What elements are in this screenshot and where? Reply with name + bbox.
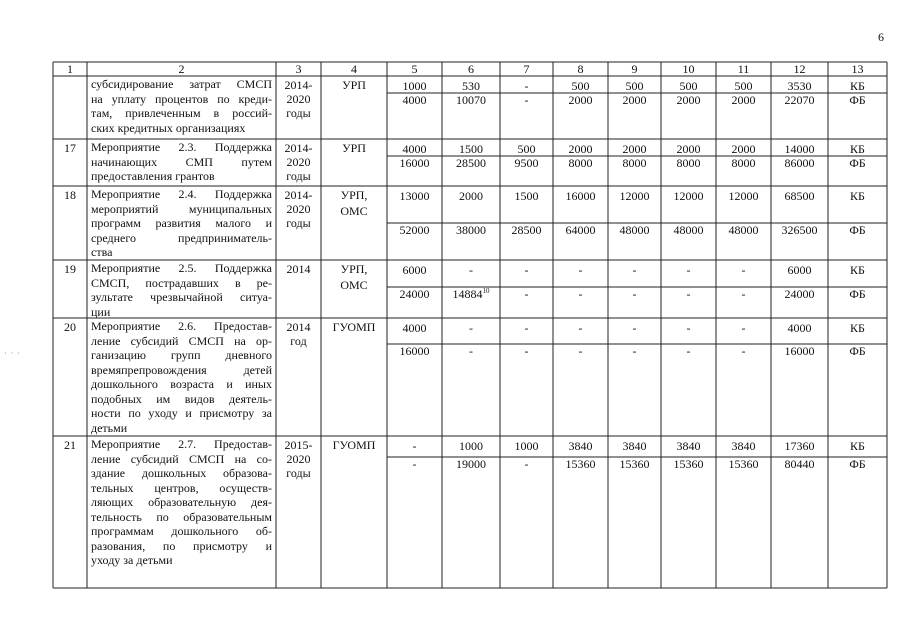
description-line: тельных центров, осуществ- — [91, 480, 272, 495]
activity-description — [91, 77, 272, 135]
funding-value: - — [524, 321, 529, 335]
funding-value: - — [686, 344, 691, 358]
activity-description — [91, 261, 272, 319]
description-line: Мероприятие 2.6. Предостав- — [91, 319, 272, 333]
funding-value: - — [578, 263, 583, 277]
funding-value: 500 — [734, 79, 753, 93]
row-number: 21 — [64, 438, 76, 452]
funding-value: - — [524, 457, 529, 471]
funding-value: 2000 — [568, 93, 593, 107]
description-line: детьми — [91, 420, 128, 435]
period-text: 2020 — [286, 92, 311, 106]
funding-value: 17360 — [784, 439, 815, 453]
funding-value: 500 — [625, 79, 644, 93]
description-line: программ развития малого и — [91, 216, 272, 230]
column-header: 7 — [523, 62, 530, 76]
executor-text: УРП, — [340, 188, 368, 202]
period-text: 2014- — [284, 141, 313, 155]
executor-text: ОМС — [340, 204, 368, 218]
funding-value: 14884$^{10}$ — [452, 287, 490, 301]
funding-value: 3530 — [787, 79, 812, 93]
funding-value: 48000 — [673, 223, 704, 237]
funding-value: - — [524, 287, 529, 301]
funding-value: 8000 — [731, 156, 756, 170]
funding-source: КБ — [850, 189, 865, 203]
funding-source: КБ — [850, 321, 865, 335]
funding-source: КБ — [850, 142, 865, 156]
funding-value: - — [469, 263, 473, 277]
funding-value: 14000 — [784, 142, 815, 156]
funding-value: 16000 — [399, 344, 430, 358]
period-text: год — [290, 334, 307, 348]
column-header: 12 — [793, 62, 806, 76]
funding-value: 12000 — [728, 189, 759, 203]
funding-value: - — [632, 344, 637, 358]
funding-source: ФБ — [849, 457, 866, 471]
period-text: 2014 — [286, 262, 311, 276]
funding-value: 24000 — [784, 287, 815, 301]
funding-value: 326500 — [781, 223, 818, 237]
funding-value: 1000 — [402, 79, 427, 93]
column-header: 11 — [737, 62, 750, 76]
description-line: ности по уходу и присмотру за — [91, 406, 272, 420]
description-line: подобных им видов деятель- — [91, 391, 272, 406]
description-line: программам дошкольного об- — [91, 524, 272, 538]
period-text: 2020 — [286, 202, 311, 216]
row-number: 20 — [64, 320, 76, 334]
description-line: времяпрепровождения детей — [91, 362, 272, 377]
funding-value: 6000 — [787, 263, 812, 277]
funding-value: - — [524, 344, 529, 358]
description-line: ление субсидий СМСП на ор- — [91, 333, 272, 348]
funding-value: 4000 — [402, 93, 427, 107]
description-line: тельность по образовательным — [91, 509, 272, 524]
funding-value: 64000 — [565, 223, 596, 237]
funding-value: 68500 — [784, 189, 815, 203]
funding-value: 52000 — [399, 223, 430, 237]
period-text: 2015- — [284, 438, 313, 452]
executor-text: ГУОМП — [332, 320, 376, 334]
funding-value: 2000 — [622, 142, 647, 156]
funding-value: 16000 — [784, 344, 815, 358]
funding-value: 15360 — [673, 457, 704, 471]
period-text: годы — [286, 106, 311, 120]
funding-value: - — [632, 321, 637, 335]
funding-value: 48000 — [619, 223, 650, 237]
column-header: 2 — [178, 62, 185, 76]
funding-value: 19000 — [456, 457, 486, 471]
funding-source: ФБ — [849, 287, 866, 301]
funding-value: 6000 — [402, 263, 427, 277]
funding-value: - — [741, 321, 746, 335]
funding-value: - — [524, 79, 529, 93]
page-number: 6 — [878, 30, 884, 44]
funding-value: 86000 — [784, 156, 815, 170]
funding-value: - — [578, 321, 583, 335]
funding-value: 9500 — [514, 156, 539, 170]
funding-value: 3840 — [568, 439, 593, 453]
period-text: 2014- — [284, 78, 313, 92]
funding-value: 3840 — [731, 439, 756, 453]
footnote-mark: 10 — [482, 287, 490, 295]
funding-value: - — [578, 344, 583, 358]
description-line: Мероприятие 2.7. Предостав- — [91, 437, 272, 451]
funding-value: - — [412, 457, 417, 471]
funding-value: 22070 — [784, 93, 815, 107]
funding-value: - — [524, 93, 529, 107]
funding-value: 15360 — [565, 457, 596, 471]
funding-value: - — [469, 344, 473, 358]
column-header: 3 — [295, 62, 302, 76]
executor-text: УРП, — [340, 262, 368, 276]
funding-value: 8000 — [622, 156, 647, 170]
description-line: ганизацию групп дневного — [91, 348, 272, 362]
description-line: предоставления грантов — [91, 169, 215, 183]
funding-value: 2000 — [676, 93, 701, 107]
funding-source: ФБ — [849, 223, 866, 237]
column-header: 6 — [468, 62, 474, 76]
column-header: 10 — [682, 62, 695, 76]
funding-source: ФБ — [849, 93, 866, 107]
funding-value: 15360 — [728, 457, 759, 471]
column-header: 13 — [851, 62, 864, 76]
funding-value: - — [741, 287, 746, 301]
activity-description — [91, 140, 272, 184]
funding-value: - — [686, 321, 691, 335]
funding-value: 10070 — [456, 93, 486, 107]
funding-value: 28500 — [456, 156, 486, 170]
period-text: 2020 — [286, 155, 311, 169]
column-header: 9 — [631, 62, 638, 76]
description-line: ление субсидий СМСП на со- — [91, 451, 272, 466]
funding-value: - — [741, 263, 746, 277]
funding-value: 3840 — [676, 439, 701, 453]
executor-text: УРП — [342, 141, 366, 155]
description-line: на уплату процентов по креди- — [91, 91, 272, 106]
funding-value: 4000 — [402, 321, 427, 335]
period-text: годы — [286, 216, 311, 230]
description-line: здание дошкольных образова- — [91, 466, 272, 480]
activity-description — [91, 437, 272, 568]
funding-value: 1000 — [459, 439, 483, 453]
scan-artifact-left: · · · — [4, 349, 21, 358]
funding-source: КБ — [850, 263, 865, 277]
funding-value: 28500 — [511, 223, 542, 237]
funding-value: 500 — [517, 142, 536, 156]
description-line: СМСП, пострадавших в ре- — [91, 275, 272, 290]
column-header: 1 — [67, 62, 73, 76]
funding-value: - — [412, 439, 417, 453]
funding-value: - — [632, 287, 637, 301]
executor-text: УРП — [342, 78, 366, 92]
funding-value: - — [686, 263, 691, 277]
description-line: уходу за детьми — [91, 553, 173, 567]
description-line: среднего предприниматель- — [91, 230, 272, 245]
funding-value: 4000 — [787, 321, 812, 335]
funding-value: 2000 — [676, 142, 701, 156]
activity-description — [91, 319, 272, 435]
column-header: 5 — [411, 62, 418, 76]
row-number: 19 — [64, 262, 76, 276]
funding-source: КБ — [850, 79, 865, 93]
description-line: субсидирование затрат СМСП — [91, 77, 272, 91]
executor-text: ГУОМП — [332, 438, 376, 452]
description-line: мероприятий муниципальных — [91, 201, 272, 216]
funding-value: 38000 — [456, 223, 486, 237]
period-text: 2014 — [286, 320, 311, 334]
funding-value: 1500 — [514, 189, 539, 203]
funding-source: ФБ — [849, 156, 866, 170]
funding-source: КБ — [850, 439, 865, 453]
funding-value: 2000 — [731, 142, 756, 156]
funding-value: 80440 — [784, 457, 815, 471]
column-header: 8 — [577, 62, 584, 76]
funding-value: 16000 — [399, 156, 430, 170]
funding-value: 4000 — [402, 142, 427, 156]
description-line: ции — [91, 304, 111, 319]
funding-source: ФБ — [849, 344, 866, 358]
description-line: ства — [91, 245, 113, 259]
description-line: Мероприятие 2.5. Поддержка — [91, 261, 272, 275]
description-line: дошкольного возраста и иных — [91, 377, 272, 391]
description-line: разования, по присмотру и — [91, 538, 272, 553]
funding-value: 3840 — [622, 439, 647, 453]
funding-value: 8000 — [568, 156, 593, 170]
funding-value: 8000 — [676, 156, 701, 170]
funding-value: - — [524, 263, 529, 277]
funding-value: 1000 — [514, 439, 539, 453]
column-header: 4 — [351, 62, 357, 76]
funding-value: - — [469, 321, 473, 335]
funding-value: - — [578, 287, 583, 301]
funding-value: - — [632, 263, 637, 277]
description-line: ских кредитных организациях — [91, 120, 246, 135]
funding-value: 1500 — [459, 142, 483, 156]
executor-text: ОМС — [340, 278, 368, 292]
description-line: Мероприятие 2.3. Поддержка — [91, 140, 272, 154]
funding-value: - — [741, 344, 746, 358]
funding-value: 2000 — [622, 93, 647, 107]
period-text: 2020 — [286, 452, 311, 466]
description-line: там, привлеченным в россий- — [91, 106, 272, 120]
funding-value: 16000 — [565, 189, 596, 203]
funding-value: 500 — [679, 79, 698, 93]
funding-value: 530 — [462, 79, 480, 93]
funding-value: 500 — [571, 79, 590, 93]
description-line: Мероприятие 2.4. Поддержка — [91, 187, 272, 201]
description-line: начинающих СМП путем — [91, 154, 272, 169]
description-line: зультате чрезвычайной ситуа- — [91, 290, 272, 304]
description-line: ляющих образовательную дея- — [91, 495, 272, 509]
funding-value: 2000 — [459, 189, 483, 203]
period-text: годы — [286, 466, 311, 480]
funding-value: - — [686, 287, 691, 301]
row-number: 18 — [64, 188, 76, 202]
funding-value: 12000 — [673, 189, 704, 203]
funding-value: 24000 — [399, 287, 430, 301]
activity-description — [91, 187, 272, 260]
period-text: 2014- — [284, 188, 313, 202]
funding-value: 12000 — [619, 189, 650, 203]
funding-value: 2000 — [568, 142, 593, 156]
funding-value: 2000 — [731, 93, 756, 107]
funding-value: 15360 — [619, 457, 650, 471]
period-text: годы — [286, 169, 311, 183]
row-number: 17 — [64, 141, 76, 155]
funding-value: 13000 — [399, 189, 430, 203]
funding-value: 48000 — [728, 223, 759, 237]
